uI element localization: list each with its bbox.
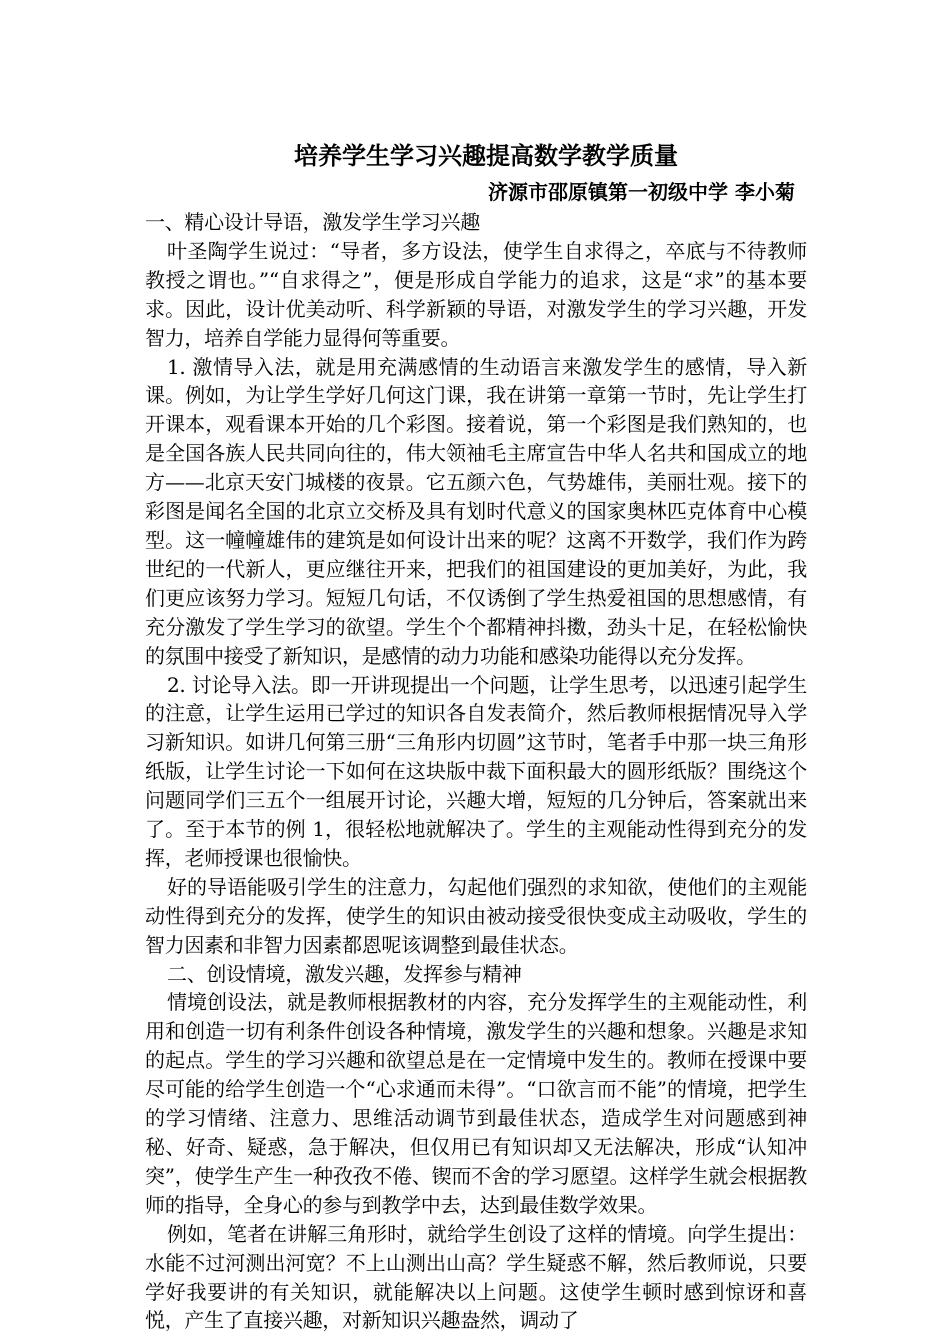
body-paragraph: 叶圣陶学生说过：“导者，多方设法，使学生自求得之，卒底与不待教师教授之谓也。”“自求得之”，便是形成自学能力的追求，这是“求”的基本要求。因此，设计优美动听、科学新颖的导语，对激发学生的学习兴趣，开发智力，培养自学能力显得何等重要。 bbox=[145, 238, 807, 350]
body-paragraph: 1. 激情导入法，就是用充满感情的生动语言来激发学生的感情，导入新课。例如，为让学生学好几何这门课，我在讲第一章第一节时，先让学生打开课本，观看课本开始的几个彩图。接着说，第一个彩图是我们熟知的，也是全国各族人民共同向往的，伟大领袖毛主席宣告中华人名共和国成立的地方——北京天安门城楼的夜景。它五颜六色，气势雄伟，美丽壮观。接下的彩图是闻名全国的北京立交桥及具有划时代意义的国家奥林匹克体育中心模型。这一幢幢雄伟的建筑是如何设计出来的呢？这离不开数学，我们作为跨世纪的一代新人，更应继往开来，把我们的祖国建设的更加美好，为此，我们更应该努力学习。短短几句话，不仅诱倒了学生热爱祖国的思想感情，有充分激发了学生学习的欲望。学生个个都精神抖擞，劲头十足，在轻松愉快的氛围中接受了新知识，是感情的动力功能和感染功能得以充分发挥。 bbox=[145, 354, 807, 668]
document-title: 培养学生学习兴趣提高数学教学质量 bbox=[294, 141, 678, 170]
body-paragraph: 好的导语能吸引学生的注意力，勾起他们强烈的求知欲，使他们的主观能动性得到充分的发挥，使学生的知识由被动接受很快变成主动吸收，学生的智力因素和非智力因素都恩呢该调整到最佳状态。 bbox=[145, 874, 807, 957]
body-paragraph: 情境创设法，就是教师根据教材的内容，充分发挥学生的主观能动性，利用和创造一切有利条件创设各种情境，激发学生的兴趣和想象。兴趣是求知的起点。学生的学习兴趣和欲望总是在一定情境中发生的。教师在授课中要尽可能的给学生创造一个“心求通而未得”。“口欲言而不能”的情境，把学生的学习情绪、注意力、思维活动调节到最佳状态，造成学生对问题感到神秘、好奇、疑惑，急于解决，但仅用已有知识却又无法解决，形成“认知冲突”，使学生产生一种孜孜不倦、锲而不舍的学习愿望。这样学生就会根据教师的指导，全身心的参与到教学中去，达到最佳数学效果。 bbox=[145, 990, 807, 1217]
section-heading: 二、创设情境，激发兴趣，发挥参与精神 bbox=[167, 961, 522, 986]
document-author: 济源市邵原镇第一初级中学 李小菊 bbox=[488, 180, 795, 204]
body-paragraph: 2. 讨论导入法。即一开讲现提出一个问题，让学生思考，以迅速引起学生的注意，让学生运用已学过的知识各自发表简介，然后教师根据情况导入学习新知识。如讲几何第三册“三角形内切圆”这节时，笔者手中那一块三角形纸版，让学生讨论一下如何在这块版中裁下面积最大的圆形纸版？围绕这个问题同学们三五个一组展开讨论，兴趣大增，短短的几分钟后，答案就出来了。至于本节的例 1，很轻松地就解决了。学生的主观能动性得到充分的发挥，老师授课也很愉快。 bbox=[145, 672, 807, 870]
document-page bbox=[145, 128, 807, 1335]
document-body bbox=[145, 208, 807, 1335]
section-heading: 一、精心设计导语，激发学生学习兴趣 bbox=[145, 210, 480, 234]
body-paragraph: 例如，笔者在讲解三角形时，就给学生创设了这样的情境。向学生提出：水能不过河测出河宽？不上山测出山高？学生疑惑不解，然后教师说，只要学好我要讲的有关知识，就能解决以上问题。这使学生顿时感到惊讶和喜悦，产生了直接兴趣，对新知识兴趣盎然，调动了 bbox=[145, 1221, 807, 1333]
